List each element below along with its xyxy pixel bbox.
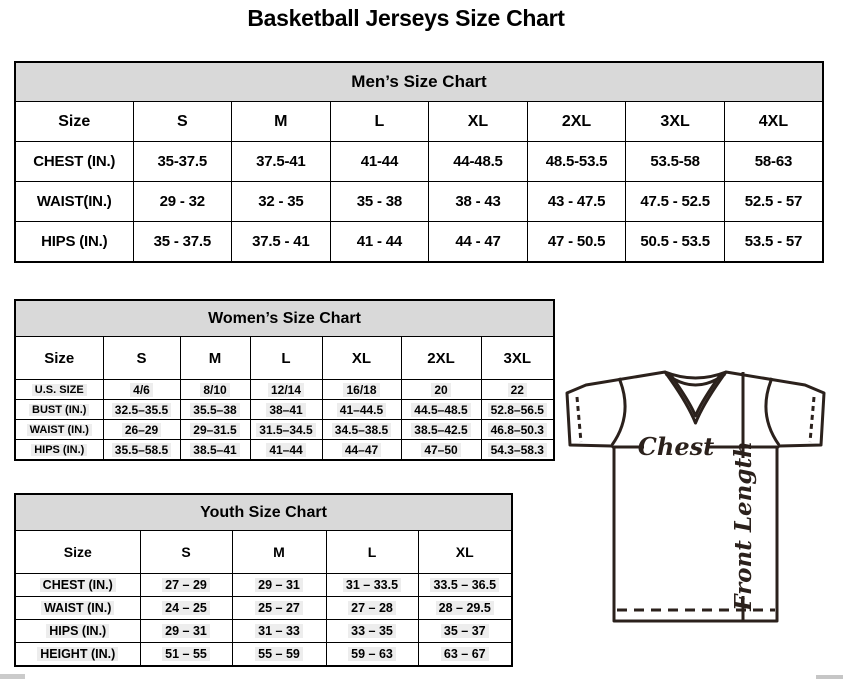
mens-hips-row <box>15 222 823 263</box>
womens-cell: 26–29 <box>103 420 180 440</box>
page-title: Basketball Jerseys Size Chart <box>247 5 565 31</box>
mens-cell: 50.5 - 53.5 <box>626 222 725 263</box>
womens-cell: 52.8–56.5 <box>481 400 554 420</box>
mens-cell: 29 - 32 <box>133 182 232 222</box>
youth-cell: 29 – 31 <box>140 620 232 643</box>
womens-table-title: Women’s Size Chart <box>15 300 554 337</box>
womens-cell: 47–50 <box>401 440 481 461</box>
womens-cell: 38.5–41 <box>180 440 250 461</box>
mens-row-label: CHEST (IN.) <box>15 142 133 182</box>
mens-col-header: L <box>330 102 429 142</box>
womens-cell: 54.3–58.3 <box>481 440 554 461</box>
womens-cell: 41–44.5 <box>322 400 401 420</box>
mens-cell: 44-48.5 <box>429 142 528 182</box>
youth-cell: 28 – 29.5 <box>418 597 512 620</box>
mens-cell: 41-44 <box>330 142 429 182</box>
collar-arc-outer <box>665 372 726 378</box>
horizontal-scrollbar-end[interactable] <box>816 675 843 679</box>
womens-bust-row <box>15 400 554 420</box>
womens-cell: 38.5–42.5 <box>401 420 481 440</box>
mens-row-label: WAIST(IN.) <box>15 182 133 222</box>
womens-cell: 44.5–48.5 <box>401 400 481 420</box>
mens-col-header: 4XL <box>724 102 823 142</box>
mens-cell: 47.5 - 52.5 <box>626 182 725 222</box>
womens-cell: 12/14 <box>250 380 322 400</box>
mens-col-header: 2XL <box>527 102 626 142</box>
mens-cell: 35 - 37.5 <box>133 222 232 263</box>
right-sleeve-seam <box>766 378 779 445</box>
youth-row-label: CHEST (IN.) <box>15 574 140 597</box>
mens-table-title: Men’s Size Chart <box>15 62 823 102</box>
womens-cell: 16/18 <box>322 380 401 400</box>
womens-cell: 29–31.5 <box>180 420 250 440</box>
womens-col-header: Size <box>15 337 103 380</box>
mens-cell: 53.5-58 <box>626 142 725 182</box>
youth-col-header: Size <box>15 531 140 574</box>
chest-label: Chest <box>637 432 715 461</box>
youth-size-table <box>14 493 513 667</box>
mens-cell: 43 - 47.5 <box>527 182 626 222</box>
womens-cell: 44–47 <box>322 440 401 461</box>
youth-cell: 31 – 33.5 <box>326 574 418 597</box>
womens-size-table <box>14 299 555 461</box>
youth-cell: 51 – 55 <box>140 643 232 667</box>
womens-col-header: XL <box>322 337 401 380</box>
womens-cell: 32.5–35.5 <box>103 400 180 420</box>
mens-cell: 37.5 - 41 <box>232 222 331 263</box>
youth-chest-row <box>15 574 512 597</box>
mens-size-table <box>14 61 824 263</box>
jersey-outline <box>567 372 824 621</box>
youth-col-header: XL <box>418 531 512 574</box>
womens-cell: 38–41 <box>250 400 322 420</box>
right-cuff-dashed-line <box>810 397 814 442</box>
youth-height-row <box>15 643 512 667</box>
youth-cell: 27 – 28 <box>326 597 418 620</box>
mens-cell: 48.5-53.5 <box>527 142 626 182</box>
left-sleeve-seam <box>612 378 625 445</box>
left-cuff-dashed-line <box>577 397 581 442</box>
mens-col-header: S <box>133 102 232 142</box>
womens-header-row <box>15 337 554 380</box>
youth-cell: 63 – 67 <box>418 643 512 667</box>
mens-cell: 52.5 - 57 <box>724 182 823 222</box>
womens-col-header: L <box>250 337 322 380</box>
youth-cell: 29 – 31 <box>232 574 326 597</box>
mens-col-header: M <box>232 102 331 142</box>
womens-cell: 34.5–38.5 <box>322 420 401 440</box>
mens-cell: 37.5-41 <box>232 142 331 182</box>
womens-cell: 31.5–34.5 <box>250 420 322 440</box>
womens-row-label: HIPS (IN.) <box>15 440 103 461</box>
womens-row-label: U.S. SIZE <box>15 380 103 400</box>
youth-row-label: HEIGHT (IN.) <box>15 643 140 667</box>
mens-col-header: Size <box>15 102 133 142</box>
womens-ussize-row <box>15 380 554 400</box>
womens-row-label: WAIST (IN.) <box>15 420 103 440</box>
youth-col-header: L <box>326 531 418 574</box>
womens-cell: 35.5–58.5 <box>103 440 180 461</box>
mens-waist-row <box>15 182 823 222</box>
front-length-label: Front Length <box>730 441 757 611</box>
youth-col-header: M <box>232 531 326 574</box>
womens-col-header: 2XL <box>401 337 481 380</box>
youth-cell: 35 – 37 <box>418 620 512 643</box>
mens-cell: 58-63 <box>724 142 823 182</box>
youth-waist-row <box>15 597 512 620</box>
womens-row-label: BUST (IN.) <box>15 400 103 420</box>
womens-cell: 41–44 <box>250 440 322 461</box>
mens-cell: 38 - 43 <box>429 182 528 222</box>
mens-row-label: HIPS (IN.) <box>15 222 133 263</box>
womens-col-header: M <box>180 337 250 380</box>
youth-cell: 24 – 25 <box>140 597 232 620</box>
mens-cell: 47 - 50.5 <box>527 222 626 263</box>
womens-hips-row <box>15 440 554 461</box>
womens-col-header: 3XL <box>481 337 554 380</box>
mens-cell: 41 - 44 <box>330 222 429 263</box>
womens-cell: 46.8–50.3 <box>481 420 554 440</box>
womens-cell: 35.5–38 <box>180 400 250 420</box>
mens-chest-row <box>15 142 823 182</box>
mens-col-header: 3XL <box>626 102 725 142</box>
youth-cell: 27 – 29 <box>140 574 232 597</box>
horizontal-scrollbar-thumb[interactable] <box>0 674 25 679</box>
youth-cell: 59 – 63 <box>326 643 418 667</box>
mens-header-row <box>15 102 823 142</box>
mens-cell: 32 - 35 <box>232 182 331 222</box>
womens-cell: 22 <box>481 380 554 400</box>
mens-cell: 35 - 38 <box>330 182 429 222</box>
womens-col-header: S <box>103 337 180 380</box>
womens-cell: 20 <box>401 380 481 400</box>
mens-col-header: XL <box>429 102 528 142</box>
jersey-measurement-diagram <box>556 358 843 643</box>
youth-cell: 33 – 35 <box>326 620 418 643</box>
youth-row-label: HIPS (IN.) <box>15 620 140 643</box>
mens-cell: 35-37.5 <box>133 142 232 182</box>
mens-cell: 53.5 - 57 <box>724 222 823 263</box>
youth-hips-row <box>15 620 512 643</box>
youth-header-row <box>15 531 512 574</box>
womens-waist-row <box>15 420 554 440</box>
youth-cell: 33.5 – 36.5 <box>418 574 512 597</box>
youth-cell: 31 – 33 <box>232 620 326 643</box>
youth-cell: 25 – 27 <box>232 597 326 620</box>
womens-cell: 8/10 <box>180 380 250 400</box>
mens-cell: 44 - 47 <box>429 222 528 263</box>
youth-cell: 55 – 59 <box>232 643 326 667</box>
womens-cell: 4/6 <box>103 380 180 400</box>
youth-table-title: Youth Size Chart <box>15 494 512 531</box>
youth-col-header: S <box>140 531 232 574</box>
youth-row-label: WAIST (IN.) <box>15 597 140 620</box>
